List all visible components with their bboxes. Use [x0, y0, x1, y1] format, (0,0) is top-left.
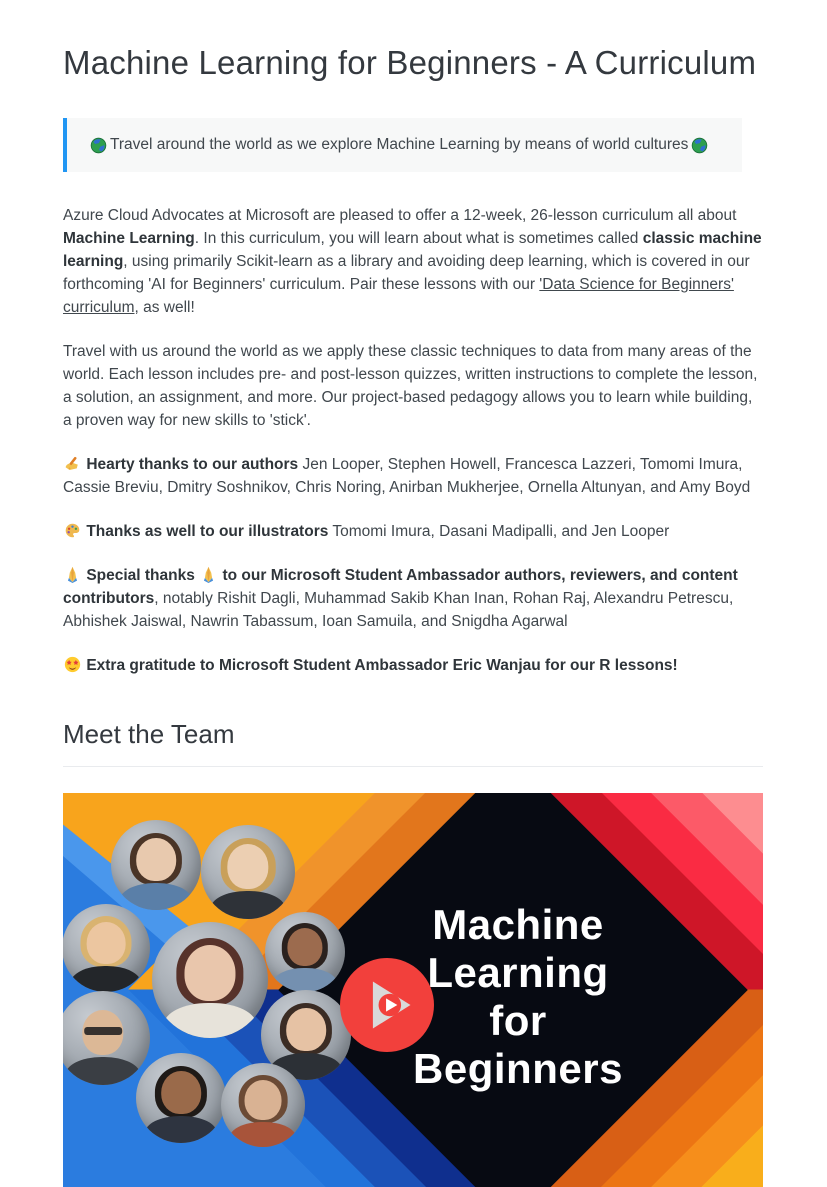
folded-hands-icon — [64, 566, 81, 583]
text: , notably Rishit Dagli, Muhammad Sakib Khan Inan, Rohan Raj, Alexandru Petrescu, Abhishek Jaiswal, Nawrin Tabassum, Ioan Samuila, and Snigdha Agarwal — [63, 590, 734, 630]
team-video-thumbnail[interactable] — [63, 793, 763, 1187]
globe-icon — [691, 137, 708, 154]
text: Jen Looper, Stephen Howell, Francesca Lazzeri, Tomomi Imura, Cassie Breviu, Dmitry Soshnikov, Chris Noring, Anirban Mukherjee, Ornella Altunyan, and Amy Boyd — [63, 456, 751, 496]
world-cultures-quote — [63, 118, 742, 172]
play-button[interactable] — [340, 958, 434, 1052]
team-member-avatar — [63, 991, 150, 1085]
team-member-avatar — [201, 825, 295, 919]
text: Azure Cloud Advocates at Microsoft are pleased to offer a 12-week, 26-lesson curriculum all about — [63, 207, 737, 224]
bold-text: Thanks as well to our illustrators — [86, 523, 329, 540]
illustrators-paragraph — [63, 520, 763, 543]
writing-hand-icon — [64, 455, 81, 472]
team-member-avatar — [265, 912, 345, 992]
ambassadors-paragraph — [63, 564, 763, 633]
bold-text: to our Microsoft Student Ambassador authors, reviewers, and content contributors — [63, 567, 738, 607]
text: Tomomi Imura, Dasani Madipalli, and Jen Looper — [328, 523, 670, 540]
page-title: Machine Learning for Beginners - A Curriculum — [63, 44, 757, 81]
team-member-avatar — [111, 820, 201, 910]
globe-icon — [90, 137, 107, 154]
gratitude-paragraph — [63, 654, 763, 677]
authors-paragraph — [63, 453, 763, 499]
data-science-curriculum-link[interactable]: 'Data Science for Beginners' curriculum — [63, 276, 734, 316]
team-member-avatar — [136, 1053, 226, 1143]
text: , as well! — [134, 299, 195, 316]
team-member-avatar — [63, 904, 150, 992]
pedagogy-paragraph — [63, 340, 763, 432]
play-icon — [340, 958, 434, 1052]
palette-icon — [64, 522, 81, 539]
bold-text: Machine Learning — [63, 230, 195, 247]
video-title-line: Beginners — [413, 1045, 623, 1092]
folded-hands-icon — [200, 566, 217, 583]
meet-the-team-heading: Meet the Team — [63, 719, 763, 767]
text: Travel around the world as we explore Machine Learning by means of world cultures — [110, 136, 689, 153]
video-title-line: for — [489, 997, 547, 1044]
video-title-line: Machine — [432, 901, 604, 948]
text: . In this curriculum, you will learn about what is sometimes called — [194, 230, 643, 247]
team-member-avatar — [221, 1063, 305, 1147]
readme-page — [63, 0, 763, 1187]
bold-text: Special thanks — [86, 567, 200, 584]
bold-text: classic machine learning — [63, 230, 762, 270]
team-member-avatar — [152, 922, 268, 1038]
bold-text: Hearty thanks to our authors — [86, 456, 299, 473]
text: , using primarily Scikit-learn as a library and avoiding deep learning, which is covered in our forthcoming 'AI for Beginners' curriculum. Pair these lessons with our — [63, 253, 750, 293]
bold-text: Extra gratitude to Microsoft Student Ambassador Eric Wanjau for our R lessons! — [86, 657, 678, 674]
intro-paragraph — [63, 204, 763, 319]
star-struck-icon — [64, 656, 81, 673]
video-title-line: Learning — [427, 949, 609, 996]
text: Travel with us around the world as we apply these classic techniques to data from many areas of the world. Each lesson includes pre- and post-lesson quizzes, written instructions to complete the lesson, a solution, an assignment, and more. Our project-based pedagogy allows you to learn while building, a proven way for new skills to 'stick'. — [63, 343, 758, 429]
